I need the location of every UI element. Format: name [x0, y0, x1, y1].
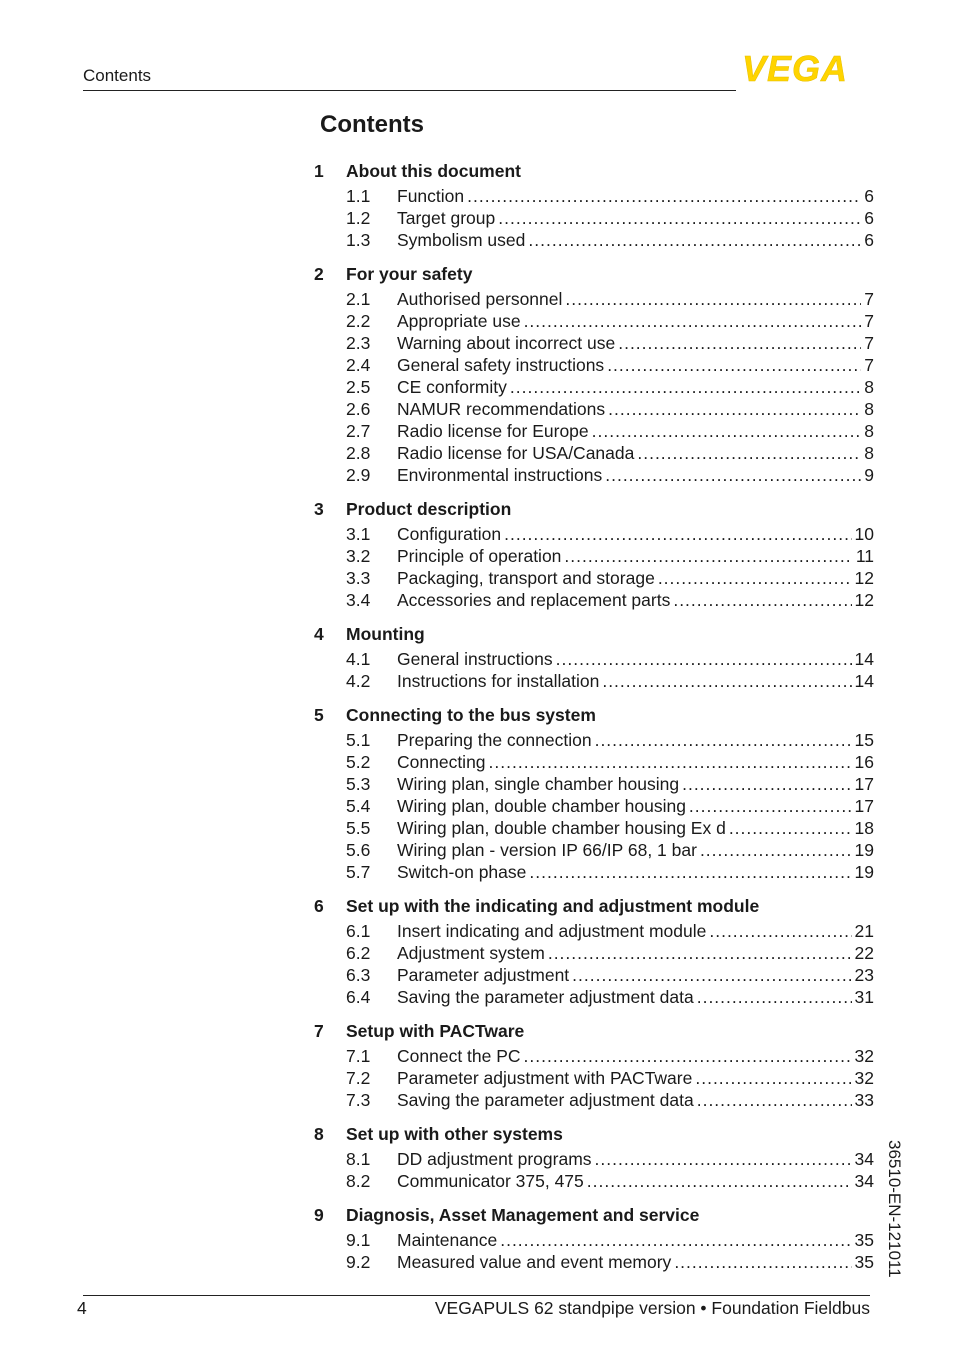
- toc-entry-title: Environmental instructions: [397, 465, 603, 485]
- toc-entry[interactable]: [314, 729, 874, 751]
- document-code: [878, 1140, 908, 1290]
- toc-entry-title: Authorised personnel: [397, 289, 563, 309]
- toc-leader-dots: [709, 920, 851, 942]
- toc-section: [314, 160, 874, 251]
- toc-entry[interactable]: [314, 839, 874, 861]
- toc-leader-dots: [608, 398, 861, 420]
- toc-entry-page: 10: [854, 524, 874, 544]
- toc-entry[interactable]: [314, 1148, 874, 1170]
- toc-entry[interactable]: [314, 795, 874, 817]
- toc-section-number: 1: [314, 161, 324, 181]
- toc-entry-number: 1.1: [346, 186, 371, 206]
- toc-entry-page: 7: [864, 355, 874, 375]
- toc-entry-number: 3.4: [346, 590, 371, 610]
- toc-entry[interactable]: [314, 1045, 874, 1067]
- toc-entry-title: Maintenance: [397, 1230, 498, 1250]
- toc-entry[interactable]: [314, 420, 874, 442]
- toc-section: [314, 704, 874, 883]
- toc-leader-dots: [524, 310, 862, 332]
- toc-leader-dots: [489, 751, 852, 773]
- toc-section-number: 7: [314, 1021, 324, 1041]
- toc-leader-dots: [595, 729, 852, 751]
- toc-leader-dots: [674, 1251, 851, 1273]
- toc-entry-page: 19: [854, 840, 874, 860]
- toc-entry-number: 5.1: [346, 730, 371, 750]
- toc-entry-number: 3.3: [346, 568, 371, 588]
- toc-entry[interactable]: [314, 523, 874, 545]
- toc-section: [314, 895, 874, 1008]
- toc-entry[interactable]: [314, 751, 874, 773]
- toc-section-number: 6: [314, 896, 324, 916]
- toc-entry-number: 8.2: [346, 1171, 371, 1191]
- toc-entry[interactable]: [314, 398, 874, 420]
- toc-entry-page: 8: [864, 399, 874, 419]
- toc-entry-page: 19: [854, 862, 874, 882]
- toc-entry-number: 2.8: [346, 443, 371, 463]
- toc-section-heading[interactable]: [314, 1020, 874, 1042]
- toc-entry-title: Saving the parameter adjustment data: [397, 987, 694, 1007]
- toc-section-heading[interactable]: [314, 623, 874, 645]
- toc-entry[interactable]: [314, 589, 874, 611]
- toc-entry-title: Wiring plan, double chamber housing: [397, 796, 686, 816]
- toc-entry[interactable]: [314, 942, 874, 964]
- toc-section: [314, 1123, 874, 1192]
- toc-entry-page: 23: [854, 965, 874, 985]
- toc-entry-number: 4.2: [346, 671, 371, 691]
- toc-entry-page: 34: [854, 1149, 874, 1169]
- toc-entry-page: 7: [864, 311, 874, 331]
- toc-entry-page: 21: [854, 921, 874, 941]
- toc-entry-page: 31: [854, 987, 874, 1007]
- toc-leader-dots: [467, 185, 861, 207]
- toc-entry[interactable]: [314, 229, 874, 251]
- toc-leader-dots: [637, 442, 861, 464]
- toc-leader-dots: [529, 861, 851, 883]
- toc-entry-title: General instructions: [397, 649, 553, 669]
- toc-entry-number: 2.5: [346, 377, 371, 397]
- toc-leader-dots: [602, 670, 851, 692]
- page-title: Contents: [320, 111, 424, 138]
- toc-section-number: 4: [314, 624, 324, 644]
- toc-entry[interactable]: [314, 1229, 874, 1251]
- toc-leader-dots: [729, 817, 852, 839]
- toc-entry[interactable]: [314, 670, 874, 692]
- toc-entry[interactable]: [314, 817, 874, 839]
- toc-section: [314, 1020, 874, 1111]
- toc-leader-dots: [695, 1067, 851, 1089]
- toc-leader-dots: [605, 464, 861, 486]
- toc-entry-number: 5.4: [346, 796, 371, 816]
- toc-section: [314, 498, 874, 611]
- vega-logo: [742, 52, 872, 84]
- toc-entry-title: Appropriate use: [397, 311, 521, 331]
- toc-entry-title: Parameter adjustment with PACTware: [397, 1068, 693, 1088]
- toc-entry-number: 2.2: [346, 311, 371, 331]
- toc-entry-number: 4.1: [346, 649, 371, 669]
- toc-entry[interactable]: [314, 376, 874, 398]
- toc-leader-dots: [595, 1148, 852, 1170]
- toc-entry-page: 17: [854, 796, 874, 816]
- toc-entry-title: Radio license for Europe: [397, 421, 589, 441]
- toc-entry-number: 6.1: [346, 921, 371, 941]
- toc-entry[interactable]: [314, 1251, 874, 1273]
- document-code-text: 36510-EN-121011: [885, 1140, 904, 1278]
- toc-entry-page: 32: [854, 1046, 874, 1066]
- toc-entry-title: Accessories and replacement parts: [397, 590, 671, 610]
- toc-entry[interactable]: [314, 986, 874, 1008]
- toc-entry-number: 2.3: [346, 333, 371, 353]
- toc-leader-dots: [510, 376, 861, 398]
- toc-entry-number: 2.1: [346, 289, 371, 309]
- toc-section-title: About this document: [346, 161, 521, 181]
- toc-leader-dots: [618, 332, 861, 354]
- toc-entry-number: 9.1: [346, 1230, 371, 1250]
- toc-entry-title: Configuration: [397, 524, 502, 544]
- toc-entry-title: Connect the PC: [397, 1046, 521, 1066]
- toc-section-title: Product description: [346, 499, 512, 519]
- toc-entry-title: Wiring plan, single chamber housing: [397, 774, 680, 794]
- toc-entry-page: 15: [854, 730, 874, 750]
- toc-entry-page: 12: [854, 590, 874, 610]
- toc-leader-dots: [682, 773, 851, 795]
- toc-entry-page: 8: [864, 377, 874, 397]
- toc-entry[interactable]: [314, 648, 874, 670]
- toc-entry[interactable]: [314, 964, 874, 986]
- toc-entry-number: 7.3: [346, 1090, 371, 1110]
- toc-entry-number: 7.1: [346, 1046, 371, 1066]
- toc-section-number: 9: [314, 1205, 324, 1225]
- toc-entry-title: Target group: [397, 208, 496, 228]
- toc-entry-title: Principle of operation: [397, 546, 562, 566]
- toc-entry-page: 16: [854, 752, 874, 772]
- toc-entry[interactable]: [314, 464, 874, 486]
- toc-entry[interactable]: [314, 773, 874, 795]
- toc-entry-number: 1.2: [346, 208, 371, 228]
- toc-section-heading[interactable]: [314, 498, 874, 520]
- toc-section-heading[interactable]: [314, 1204, 874, 1226]
- toc-entry[interactable]: [314, 332, 874, 354]
- toc-entry-page: 8: [864, 443, 874, 463]
- toc-section-title: Connecting to the bus system: [346, 705, 596, 725]
- running-header: Contents: [83, 66, 152, 85]
- toc-leader-dots: [697, 1089, 852, 1111]
- toc-entry[interactable]: [314, 567, 874, 589]
- toc-entry[interactable]: [314, 545, 874, 567]
- toc-section-heading[interactable]: [314, 160, 874, 182]
- vega-logo-text: VEGA: [742, 52, 849, 84]
- toc-section: [314, 263, 874, 486]
- toc-entry-title: Saving the parameter adjustment data: [397, 1090, 694, 1110]
- toc-leader-dots: [556, 648, 852, 670]
- toc-section-number: 8: [314, 1124, 324, 1144]
- toc-entry-number: 1.3: [346, 230, 371, 250]
- toc-entry-number: 6.4: [346, 987, 371, 1007]
- toc-entry-number: 2.6: [346, 399, 371, 419]
- toc-entry-title: Preparing the connection: [397, 730, 592, 750]
- toc-entry-number: 3.2: [346, 546, 371, 566]
- toc-section-heading[interactable]: [314, 263, 874, 285]
- toc-entry-title: CE conformity: [397, 377, 507, 397]
- toc-section-title: Set up with the indicating and adjustment module: [346, 896, 760, 916]
- toc-entry-title: Connecting: [397, 752, 486, 772]
- toc-section-heading[interactable]: [314, 895, 874, 917]
- toc-entry-title: Function: [397, 186, 465, 206]
- toc-entry[interactable]: [314, 354, 874, 376]
- toc-leader-dots: [658, 567, 852, 589]
- toc-entry-title: Adjustment system: [397, 943, 545, 963]
- toc-leader-dots: [572, 964, 851, 986]
- toc-entry-page: 14: [854, 649, 874, 669]
- toc-entry-number: 2.9: [346, 465, 371, 485]
- toc-entry-title: Wiring plan - version IP 66/IP 68, 1 bar: [397, 840, 697, 860]
- toc-entry-title: Parameter adjustment: [397, 965, 570, 985]
- toc-entry-page: 6: [864, 230, 874, 250]
- toc-entry-number: 2.4: [346, 355, 371, 375]
- toc-entry-number: 3.1: [346, 524, 371, 544]
- toc-entry[interactable]: [314, 1089, 874, 1111]
- toc-section-number: 3: [314, 499, 324, 519]
- toc-section-title: Mounting: [346, 624, 425, 644]
- footer-doc-title: VEGAPULS 62 standpipe version • Foundation Fieldbus: [434, 1298, 870, 1318]
- toc-entry-number: 5.6: [346, 840, 371, 860]
- table-of-contents: [314, 160, 874, 1285]
- toc-entry-page: 33: [854, 1090, 874, 1110]
- toc-leader-dots: [500, 1229, 851, 1251]
- toc-entry-number: 2.7: [346, 421, 371, 441]
- toc-section: [314, 1204, 874, 1273]
- toc-entry-page: 22: [854, 943, 874, 963]
- toc-leader-dots: [673, 589, 851, 611]
- toc-leader-dots: [689, 795, 852, 817]
- toc-entry-page: 17: [854, 774, 874, 794]
- footer-page-number: 4: [77, 1298, 87, 1318]
- toc-entry-page: 6: [864, 186, 874, 206]
- toc-entry-number: 5.2: [346, 752, 371, 772]
- toc-entry-number: 5.5: [346, 818, 371, 838]
- vega-logo-mark: [742, 52, 872, 84]
- header-rule: [83, 90, 736, 91]
- toc-leader-dots: [528, 229, 861, 251]
- toc-entry-title: Symbolism used: [397, 230, 526, 250]
- toc-entry[interactable]: [314, 861, 874, 883]
- toc-leader-dots: [697, 986, 852, 1008]
- toc-entry-page: 18: [854, 818, 874, 838]
- toc-section-title: Setup with PACTware: [346, 1021, 525, 1041]
- toc-entry-page: 34: [854, 1171, 874, 1191]
- toc-section-title: Diagnosis, Asset Management and service: [346, 1205, 700, 1225]
- toc-entry-title: Instructions for installation: [397, 671, 600, 691]
- toc-entry-title: DD adjustment programs: [397, 1149, 592, 1169]
- toc-section-number: 2: [314, 264, 324, 284]
- toc-entry-page: 8: [864, 421, 874, 441]
- toc-entry-page: 35: [854, 1252, 874, 1272]
- toc-entry[interactable]: [314, 1067, 874, 1089]
- toc-entry[interactable]: [314, 442, 874, 464]
- toc-entry-page: 6: [864, 208, 874, 228]
- toc-entry-page: 32: [854, 1068, 874, 1088]
- toc-entry-page: 9: [864, 465, 874, 485]
- toc-entry-page: 7: [864, 289, 874, 309]
- toc-leader-dots: [587, 1170, 852, 1192]
- toc-entry-title: NAMUR recommendations: [397, 399, 606, 419]
- toc-leader-dots: [700, 839, 852, 861]
- toc-section-title: Set up with other systems: [346, 1124, 563, 1144]
- toc-entry-title: Radio license for USA/Canada: [397, 443, 635, 463]
- toc-entry[interactable]: [314, 207, 874, 229]
- toc-entry-page: 14: [854, 671, 874, 691]
- footer-rule: [83, 1295, 870, 1296]
- toc-entry-number: 5.7: [346, 862, 371, 882]
- toc-leader-dots: [504, 523, 851, 545]
- toc-entry[interactable]: [314, 185, 874, 207]
- toc-section-title: For your safety: [346, 264, 473, 284]
- toc-entry-number: 6.2: [346, 943, 371, 963]
- toc-leader-dots: [564, 545, 852, 567]
- toc-section-number: 5: [314, 705, 324, 725]
- toc-leader-dots: [565, 288, 861, 310]
- toc-leader-dots: [592, 420, 862, 442]
- toc-entry-page: 7: [864, 333, 874, 353]
- toc-entry[interactable]: [314, 310, 874, 332]
- toc-entry[interactable]: [314, 1170, 874, 1192]
- toc-leader-dots: [607, 354, 861, 376]
- toc-entry-number: 9.2: [346, 1252, 371, 1272]
- toc-entry-page: 11: [855, 546, 874, 566]
- toc-leader-dots: [524, 1045, 852, 1067]
- toc-leader-dots: [548, 942, 852, 964]
- toc-entry[interactable]: [314, 920, 874, 942]
- toc-entry-title: Wiring plan, double chamber housing Ex d: [397, 818, 726, 838]
- toc-entry-number: 5.3: [346, 774, 371, 794]
- toc-entry-title: Measured value and event memory: [397, 1252, 672, 1272]
- toc-entry-title: Packaging, transport and storage: [397, 568, 655, 588]
- toc-entry-title: Communicator 375, 475: [397, 1171, 584, 1191]
- toc-entry-number: 7.2: [346, 1068, 371, 1088]
- toc-entry-number: 6.3: [346, 965, 371, 985]
- toc-leader-dots: [498, 207, 861, 229]
- toc-entry-title: Warning about incorrect use: [397, 333, 616, 353]
- toc-entry-title: General safety instructions: [397, 355, 605, 375]
- toc-entry-page: 35: [854, 1230, 874, 1250]
- toc-entry-title: Switch-on phase: [397, 862, 527, 882]
- toc-section-heading[interactable]: [314, 704, 874, 726]
- toc-entry-number: 8.1: [346, 1149, 371, 1169]
- toc-entry-title: Insert indicating and adjustment module: [397, 921, 707, 941]
- toc-entry[interactable]: [314, 288, 874, 310]
- toc-section: [314, 623, 874, 692]
- toc-entry-page: 12: [854, 568, 874, 588]
- toc-section-heading[interactable]: [314, 1123, 874, 1145]
